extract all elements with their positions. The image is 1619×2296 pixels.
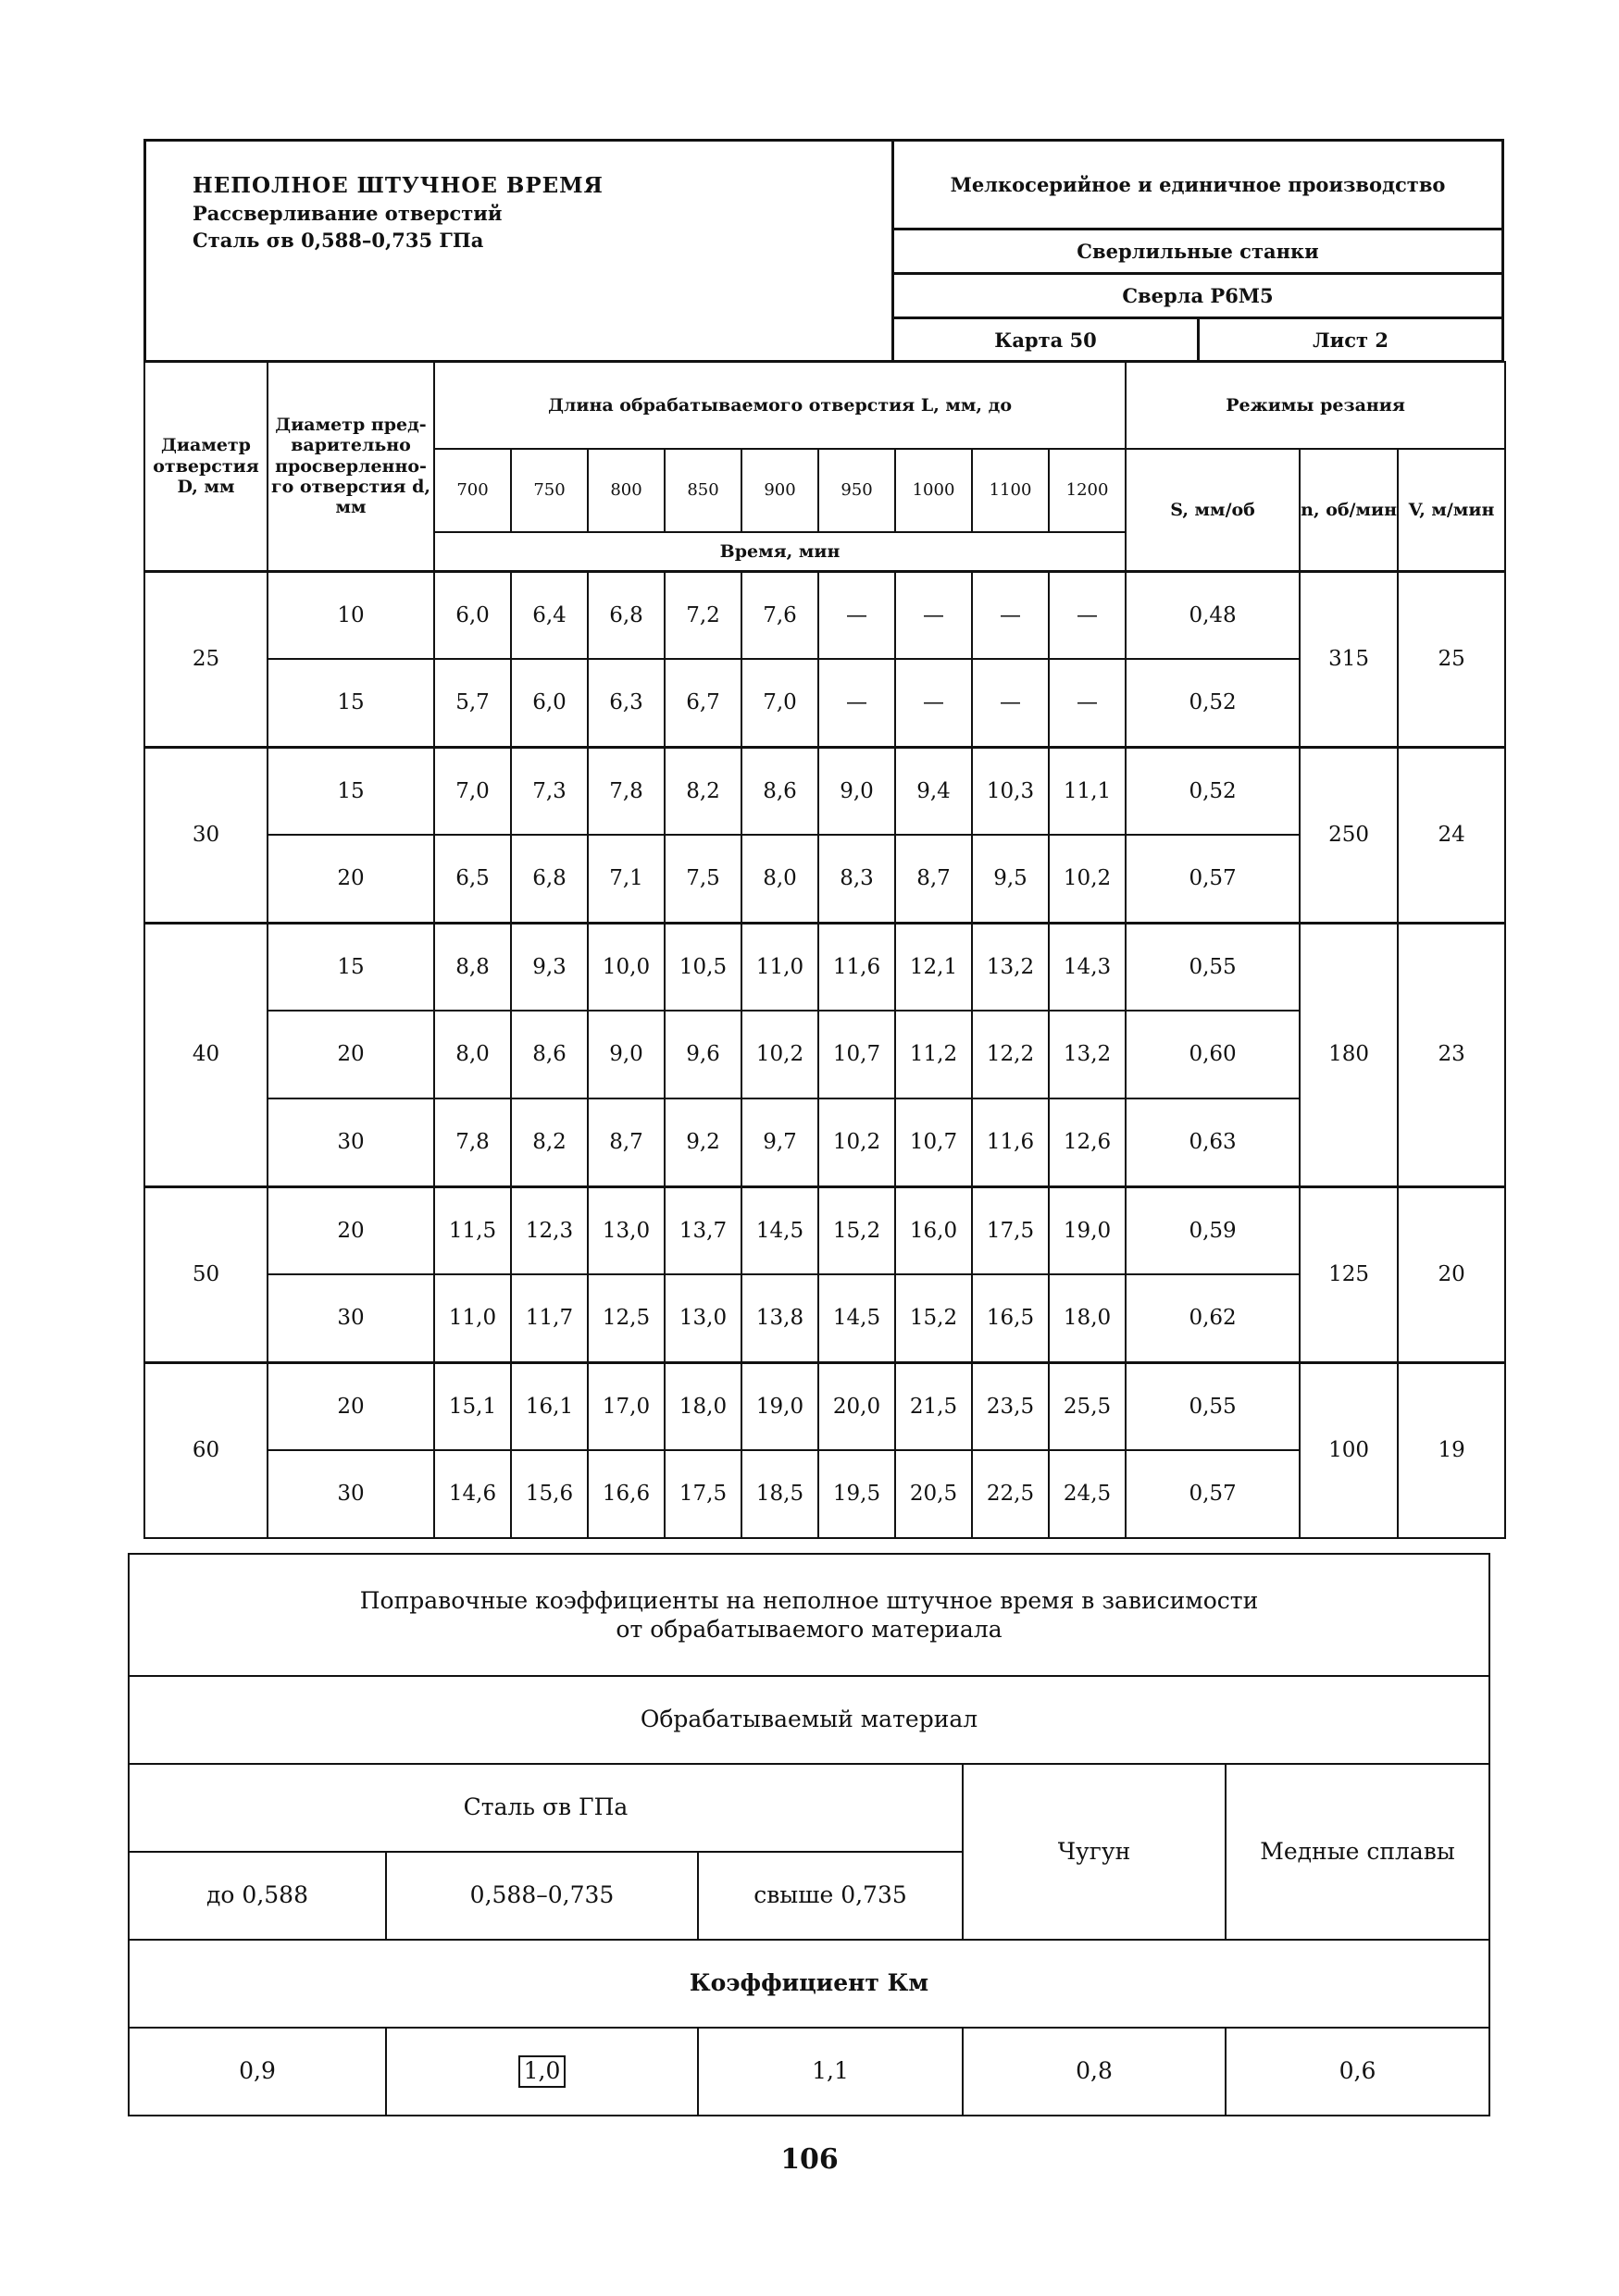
time-value: 25,5 xyxy=(1049,1362,1126,1450)
hole-diameter: 50 xyxy=(144,1186,268,1362)
time-value: 13,2 xyxy=(1049,1011,1126,1098)
card-number: Карта 50 xyxy=(894,319,1200,360)
feed-value: 0,57 xyxy=(1126,835,1300,923)
time-value: 6,5 xyxy=(434,835,511,923)
length-value: 850 xyxy=(665,449,741,532)
speed-n-header: n, об/мин xyxy=(1300,449,1398,571)
spindle-speed: 250 xyxy=(1300,747,1398,923)
feed-value: 0,63 xyxy=(1126,1098,1300,1186)
time-value: 10,3 xyxy=(972,747,1049,835)
pre-drilled-diameter: 20 xyxy=(268,835,434,923)
time-value: 16,6 xyxy=(588,1450,665,1538)
hole-diameter: 60 xyxy=(144,1362,268,1538)
time-value: 11,6 xyxy=(972,1098,1049,1186)
pre-drilled-diameter: 30 xyxy=(268,1450,434,1538)
coefficient-value: 0,6 xyxy=(1226,2028,1489,2116)
feed-value: 0,52 xyxy=(1126,659,1300,747)
material-label: Обрабатываемый материал xyxy=(129,1676,1489,1764)
time-value: 6,0 xyxy=(511,659,588,747)
header-title: НЕПОЛНОЕ ШТУЧНОЕ ВРЕМЯ xyxy=(193,173,604,198)
time-value: 9,2 xyxy=(665,1098,741,1186)
time-value: 14,5 xyxy=(741,1186,818,1274)
header-machines xyxy=(894,230,1501,275)
time-value: 8,8 xyxy=(434,923,511,1011)
time-value: — xyxy=(1049,659,1126,747)
cutting-time-table xyxy=(143,361,1506,1539)
time-value: 9,7 xyxy=(741,1098,818,1186)
correction-caption xyxy=(129,1554,1489,1676)
time-value: 23,5 xyxy=(972,1362,1049,1450)
time-value: 15,1 xyxy=(434,1362,511,1450)
time-value: 9,4 xyxy=(895,747,972,835)
feed-value: 0,48 xyxy=(1126,571,1300,659)
time-value: 20,0 xyxy=(818,1362,895,1450)
steel-range: свыше 0,735 xyxy=(698,1852,963,1940)
tool-text: Сверла Р6М5 xyxy=(1122,284,1274,307)
time-value: 9,5 xyxy=(972,835,1049,923)
cutting-speed: 20 xyxy=(1398,1186,1505,1362)
time-value: — xyxy=(1049,571,1126,659)
header-tool xyxy=(894,275,1501,319)
time-value: 6,8 xyxy=(511,835,588,923)
time-value: 13,0 xyxy=(588,1186,665,1274)
time-value: — xyxy=(895,571,972,659)
pre-drilled-diameter: 15 xyxy=(268,659,434,747)
pre-drilled-diameter: 15 xyxy=(268,747,434,835)
time-value: 8,3 xyxy=(818,835,895,923)
length-value: 1200 xyxy=(1049,449,1126,532)
time-value: 9,6 xyxy=(665,1011,741,1098)
time-value: 17,5 xyxy=(972,1186,1049,1274)
time-value: 10,5 xyxy=(665,923,741,1011)
time-value: 16,1 xyxy=(511,1362,588,1450)
time-value: 13,0 xyxy=(665,1274,741,1362)
time-value: 7,3 xyxy=(511,747,588,835)
time-value: 11,0 xyxy=(434,1274,511,1362)
length-value: 900 xyxy=(741,449,818,532)
spindle-speed: 125 xyxy=(1300,1186,1398,1362)
time-value: 14,6 xyxy=(434,1450,511,1538)
time-value: 10,7 xyxy=(818,1011,895,1098)
cast-iron-label: Чугун xyxy=(963,1764,1226,1940)
time-value: 7,6 xyxy=(741,571,818,659)
time-value: 15,6 xyxy=(511,1450,588,1538)
time-value: 18,0 xyxy=(665,1362,741,1450)
cutting-speed: 23 xyxy=(1398,923,1505,1186)
cutting-speed: 25 xyxy=(1398,571,1505,747)
length-value: 750 xyxy=(511,449,588,532)
time-value: 11,1 xyxy=(1049,747,1126,835)
steel-range: 0,588–0,735 xyxy=(386,1852,698,1940)
correction-coefficients-table xyxy=(128,1553,1490,2116)
page-number: 106 xyxy=(780,2143,839,2176)
feed-value: 0,55 xyxy=(1126,923,1300,1011)
production-text: Мелкосерийное и единичное производство xyxy=(950,173,1446,196)
time-value: — xyxy=(972,659,1049,747)
time-value: 11,5 xyxy=(434,1186,511,1274)
length-header: Длина обрабатываемого отверстия L, мм, до xyxy=(434,362,1126,449)
cutting-speed: 24 xyxy=(1398,747,1505,923)
coefficient-value: 1,1 xyxy=(698,2028,963,2116)
time-value: 8,0 xyxy=(741,835,818,923)
time-value: 17,0 xyxy=(588,1362,665,1450)
time-value: — xyxy=(818,659,895,747)
time-value: 7,2 xyxy=(665,571,741,659)
time-value: 10,2 xyxy=(741,1011,818,1098)
table-row xyxy=(144,747,1505,835)
feed-value: 0,55 xyxy=(1126,1362,1300,1450)
pre-drilled-diameter: 20 xyxy=(268,1186,434,1274)
time-value: 9,0 xyxy=(818,747,895,835)
coefficient-value-cell xyxy=(386,2028,698,2116)
time-value: 6,4 xyxy=(511,571,588,659)
time-value: 11,2 xyxy=(895,1011,972,1098)
pre-drilled-diameter: 20 xyxy=(268,1362,434,1450)
feed-value: 0,57 xyxy=(1126,1450,1300,1538)
length-value: 950 xyxy=(818,449,895,532)
time-value: 24,5 xyxy=(1049,1450,1126,1538)
feed-s-header: S, мм/об xyxy=(1126,449,1300,571)
time-value: 7,0 xyxy=(741,659,818,747)
time-value: 7,5 xyxy=(665,835,741,923)
time-value: 10,0 xyxy=(588,923,665,1011)
time-value: 13,7 xyxy=(665,1186,741,1274)
time-value: 16,0 xyxy=(895,1186,972,1274)
time-value: 8,6 xyxy=(511,1011,588,1098)
card-header xyxy=(143,139,1504,363)
time-value: 6,3 xyxy=(588,659,665,747)
time-value: 7,8 xyxy=(588,747,665,835)
time-value: 18,5 xyxy=(741,1450,818,1538)
time-value: 21,5 xyxy=(895,1362,972,1450)
header-card-sheet xyxy=(894,319,1501,360)
steel-label: Сталь σв ГПа xyxy=(129,1764,963,1852)
time-value: 7,0 xyxy=(434,747,511,835)
feed-value: 0,60 xyxy=(1126,1011,1300,1098)
time-label: Время, мин xyxy=(434,532,1126,571)
feed-value: 0,62 xyxy=(1126,1274,1300,1362)
time-value: 8,2 xyxy=(665,747,741,835)
time-value: 9,3 xyxy=(511,923,588,1011)
time-value: 8,0 xyxy=(434,1011,511,1098)
hole-diameter: 30 xyxy=(144,747,268,923)
cutting-speed: 19 xyxy=(1398,1362,1505,1538)
machines-text: Сверлильные станки xyxy=(1077,240,1319,263)
pre-drilled-diameter: 30 xyxy=(268,1098,434,1186)
time-value: 15,2 xyxy=(818,1186,895,1274)
time-value: 12,1 xyxy=(895,923,972,1011)
time-value: 14,5 xyxy=(818,1274,895,1362)
hole-diameter: 40 xyxy=(144,923,268,1186)
time-value: — xyxy=(972,571,1049,659)
time-value: 8,2 xyxy=(511,1098,588,1186)
pre-drilled-diameter: 15 xyxy=(268,923,434,1011)
length-value: 1000 xyxy=(895,449,972,532)
velocity-v-header: V, м/мин xyxy=(1398,449,1505,571)
time-value: 7,1 xyxy=(588,835,665,923)
time-value: 5,7 xyxy=(434,659,511,747)
time-value: 13,8 xyxy=(741,1274,818,1362)
time-value: — xyxy=(895,659,972,747)
time-value: — xyxy=(818,571,895,659)
time-value: 14,3 xyxy=(1049,923,1126,1011)
spindle-speed: 315 xyxy=(1300,571,1398,747)
feed-value: 0,52 xyxy=(1126,747,1300,835)
time-value: 8,7 xyxy=(588,1098,665,1186)
col-pre-diameter-header: Диаметр пред-варительно просверленно-го отверстия d, мм xyxy=(268,362,434,571)
header-material: Сталь σв 0,588–0,735 ГПа xyxy=(193,229,484,252)
table-row xyxy=(144,923,1505,1011)
table-row xyxy=(144,1186,1505,1274)
time-value: 12,2 xyxy=(972,1011,1049,1098)
time-value: 12,6 xyxy=(1049,1098,1126,1186)
header-operation: Рассверливание отверстий xyxy=(193,202,503,225)
time-value: 17,5 xyxy=(665,1450,741,1538)
pre-drilled-diameter: 20 xyxy=(268,1011,434,1098)
table-body xyxy=(144,571,1505,1538)
table-row xyxy=(144,1362,1505,1450)
time-value: 19,0 xyxy=(1049,1186,1126,1274)
time-value: 16,5 xyxy=(972,1274,1049,1362)
time-value: 18,0 xyxy=(1049,1274,1126,1362)
length-value: 800 xyxy=(588,449,665,532)
time-value: 19,0 xyxy=(741,1362,818,1450)
spindle-speed: 180 xyxy=(1300,923,1398,1186)
time-value: 15,2 xyxy=(895,1274,972,1362)
time-value: 8,7 xyxy=(895,835,972,923)
feed-value: 0,59 xyxy=(1126,1186,1300,1274)
sheet-number: Лист 2 xyxy=(1313,328,1389,352)
time-value: 10,2 xyxy=(1049,835,1126,923)
time-value: 6,8 xyxy=(588,571,665,659)
time-value: 9,0 xyxy=(588,1011,665,1098)
copper-alloys-label: Медные сплавы xyxy=(1226,1764,1489,1940)
coefficient-label: Коэффициент Км xyxy=(129,1940,1489,2028)
header-title-block xyxy=(146,142,894,360)
pre-drilled-diameter: 30 xyxy=(268,1274,434,1362)
coefficient-value: 0,8 xyxy=(963,2028,1226,2116)
time-value: 19,5 xyxy=(818,1450,895,1538)
pre-drilled-diameter: 10 xyxy=(268,571,434,659)
time-value: 22,5 xyxy=(972,1450,1049,1538)
time-value: 12,5 xyxy=(588,1274,665,1362)
caption-line-1: Поправочные коэффициенты на неполное штучное время в зависимости xyxy=(359,1586,1259,1614)
time-value: 11,7 xyxy=(511,1274,588,1362)
time-value: 11,6 xyxy=(818,923,895,1011)
steel-range: до 0,588 xyxy=(129,1852,386,1940)
col-diameter-header: Диаметр отверстия D, мм xyxy=(144,362,268,571)
time-value: 12,3 xyxy=(511,1186,588,1274)
time-value: 10,2 xyxy=(818,1098,895,1186)
time-value: 6,0 xyxy=(434,571,511,659)
time-value: 20,5 xyxy=(895,1450,972,1538)
header-info-block xyxy=(894,142,1501,360)
coefficient-value: 0,9 xyxy=(129,2028,386,2116)
header-production xyxy=(894,142,1501,230)
time-value: 7,8 xyxy=(434,1098,511,1186)
coefficient-value: 1,0 xyxy=(518,2055,567,2088)
time-value: 10,7 xyxy=(895,1098,972,1186)
time-value: 6,7 xyxy=(665,659,741,747)
length-value: 700 xyxy=(434,449,511,532)
table-row xyxy=(144,571,1505,659)
time-value: 8,6 xyxy=(741,747,818,835)
hole-diameter: 25 xyxy=(144,571,268,747)
caption-line-2: от обрабатываемого материала xyxy=(616,1616,1003,1643)
time-value: 13,2 xyxy=(972,923,1049,1011)
length-value: 1100 xyxy=(972,449,1049,532)
spindle-speed: 100 xyxy=(1300,1362,1398,1538)
time-value: 11,0 xyxy=(741,923,818,1011)
modes-header: Режимы резания xyxy=(1126,362,1505,449)
